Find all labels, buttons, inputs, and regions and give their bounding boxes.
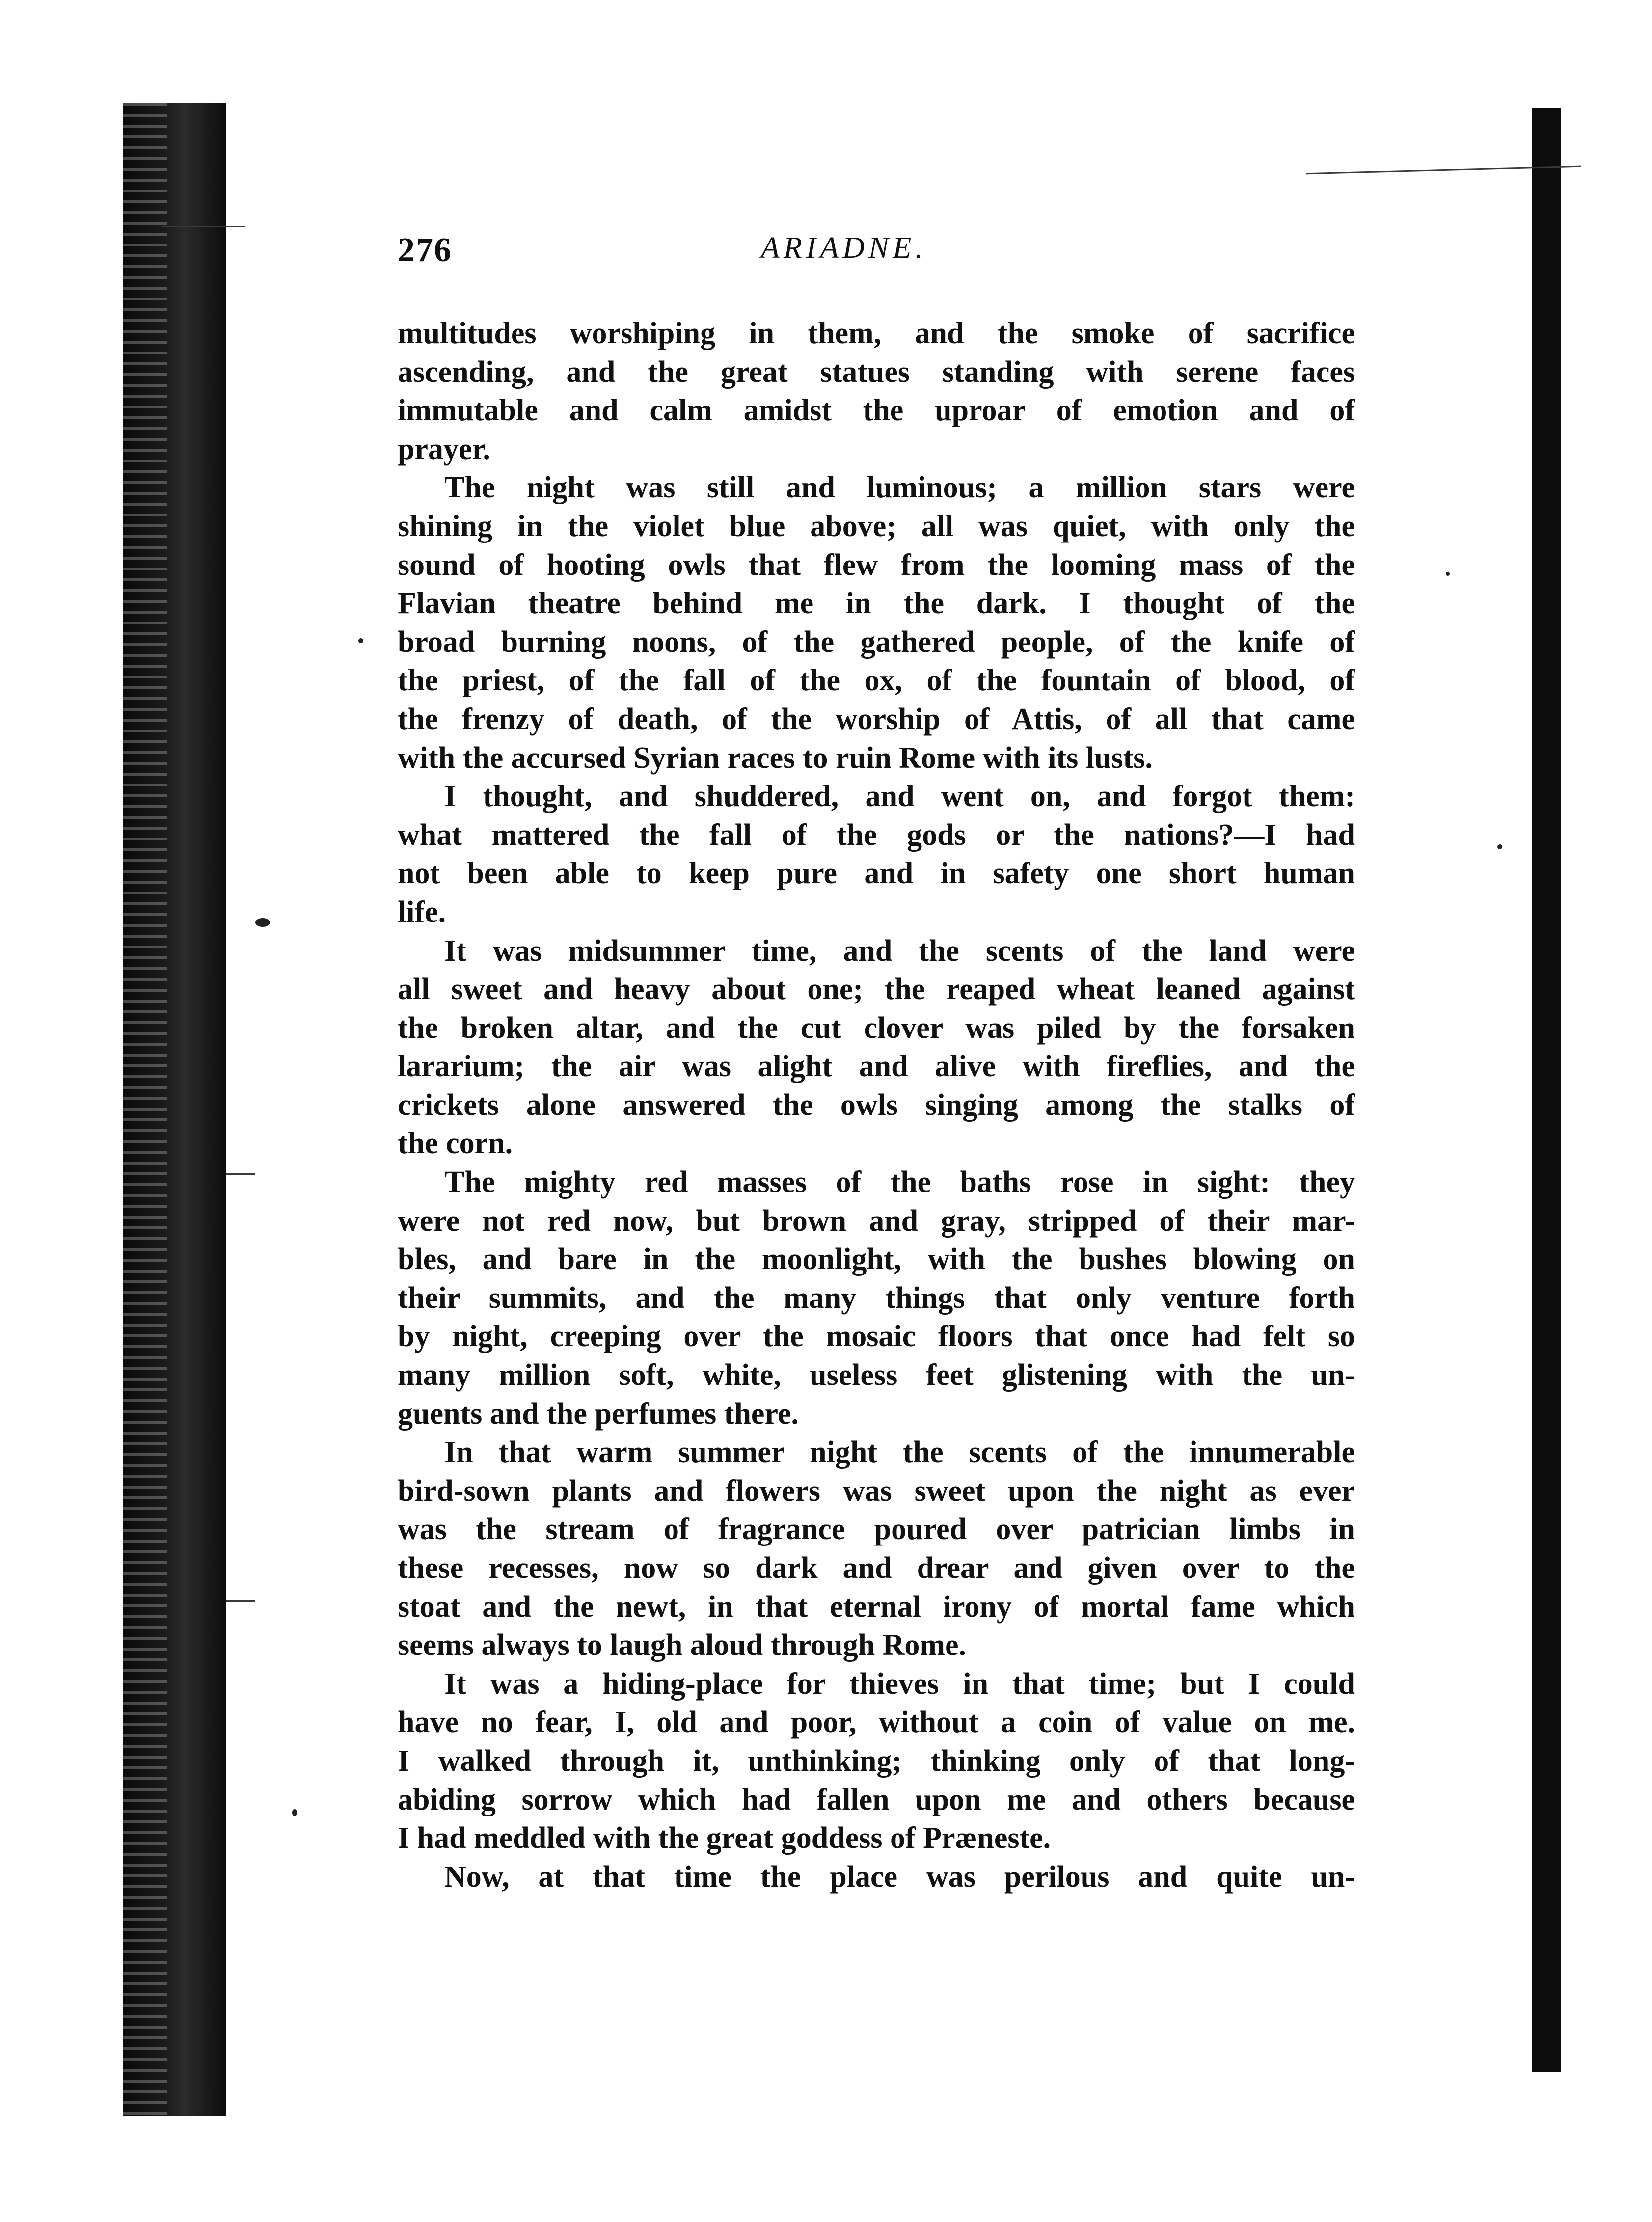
text-line: crickets alone answered the owls singing among the stalks of bbox=[398, 1088, 1355, 1122]
text-line: I thought, and shuddered, and went on, and forgot them: bbox=[444, 780, 1355, 813]
text-line: the corn. bbox=[398, 1127, 513, 1161]
text-line: the frenzy of death, of the worship of Attis, of all that came bbox=[398, 702, 1355, 736]
text-line: The mighty red masses of the baths rose in sight: they bbox=[444, 1165, 1355, 1199]
page-number: 276 bbox=[398, 231, 452, 269]
text-line: sound of hooting owls that flew from the looming mass of the bbox=[398, 548, 1355, 582]
text-line: their summits, and the many things that only venture forth bbox=[398, 1281, 1355, 1315]
text-line: I walked through it, unthinking; thinking only of that long- bbox=[398, 1744, 1355, 1778]
text-line: prayer. bbox=[398, 432, 490, 466]
text-line: seems always to laugh aloud through Rome. bbox=[398, 1628, 967, 1662]
left-edge-tick-2 bbox=[226, 1600, 255, 1602]
text-line: Now, at that time the place was perilous and quite un- bbox=[444, 1860, 1355, 1894]
text-line: bird-sown plants and flowers was sweet upon the night as ever bbox=[398, 1474, 1355, 1508]
text-line: immutable and calm amidst the uproar of emotion and of bbox=[398, 394, 1355, 428]
text-line: In that warm summer night the scents of the innumerable bbox=[444, 1436, 1355, 1469]
text-line: I had meddled with the great goddess of Præneste. bbox=[398, 1821, 1051, 1855]
text-line: ascending, and the great statues standing with serene faces bbox=[398, 355, 1355, 389]
text-line: with the accursed Syrian races to ruin Rome with its lusts. bbox=[398, 741, 1153, 775]
ink-speck bbox=[1497, 844, 1502, 849]
text-line: were not red now, but brown and gray, stripped of their mar- bbox=[398, 1204, 1355, 1238]
ink-speck bbox=[1446, 572, 1450, 576]
left-edge-tick-1 bbox=[226, 1173, 255, 1175]
text-line: life. bbox=[398, 895, 446, 929]
right-edge-shadow bbox=[1532, 108, 1561, 2072]
text-line: multitudes worshiping in them, and the smoke of sacrifice bbox=[398, 317, 1355, 350]
text-line: bles, and bare in the moonlight, with the bushes blowing on bbox=[398, 1243, 1355, 1276]
text-line: not been able to keep pure and in safety one short human bbox=[398, 857, 1355, 891]
text-line: the priest, of the fall of the ox, of the fountain of blood, of bbox=[398, 664, 1355, 698]
text-line: was the stream of fragrance poured over patrician limbs in bbox=[398, 1513, 1355, 1546]
text-line: broad burning noons, of the gathered people, of the knife of bbox=[398, 625, 1355, 659]
text-line: guents and the perfumes there. bbox=[398, 1397, 799, 1431]
text-line: abiding sorrow which had fallen upon me and others because bbox=[398, 1783, 1355, 1816]
ink-speck bbox=[255, 918, 270, 927]
body-text bbox=[398, 314, 1355, 1896]
running-title: ARIADNE. bbox=[761, 231, 927, 265]
text-line: It was midsummer time, and the scents of the land were bbox=[444, 934, 1355, 968]
text-line: many million soft, white, useless feet glistening with the un- bbox=[398, 1358, 1355, 1392]
text-line: stoat and the newt, in that eternal irony of mortal fame which bbox=[398, 1590, 1355, 1624]
text-line: It was a hiding-place for thieves in that time; but I could bbox=[444, 1667, 1355, 1701]
text-line: what mattered the fall of the gods or the nations?—I had bbox=[398, 818, 1355, 852]
text-line: Flavian theatre behind me in the dark. I thought of the bbox=[398, 587, 1355, 621]
text-line: the broken altar, and the cut clover was piled by the forsaken bbox=[398, 1011, 1355, 1045]
text-line: The night was still and luminous; a million stars were bbox=[444, 471, 1355, 505]
running-head bbox=[398, 231, 1355, 285]
top-left-edge-line bbox=[162, 226, 245, 227]
text-line: these recesses, now so dark and drear and given over to the bbox=[398, 1551, 1355, 1585]
text-line: by night, creeping over the mosaic floors that once had felt so bbox=[398, 1320, 1355, 1354]
left-binding-texture bbox=[123, 103, 167, 2116]
text-line: lararium; the air was alight and alive with fireflies, and the bbox=[398, 1050, 1355, 1084]
text-line: shining in the violet blue above; all was quiet, with only the bbox=[398, 509, 1355, 543]
text-line: have no fear, I, old and poor, without a coin of value on me. bbox=[398, 1706, 1355, 1739]
text-line: all sweet and heavy about one; the reaped wheat leaned against bbox=[398, 973, 1355, 1006]
ink-speck bbox=[292, 1809, 297, 1816]
ink-speck bbox=[358, 638, 363, 643]
